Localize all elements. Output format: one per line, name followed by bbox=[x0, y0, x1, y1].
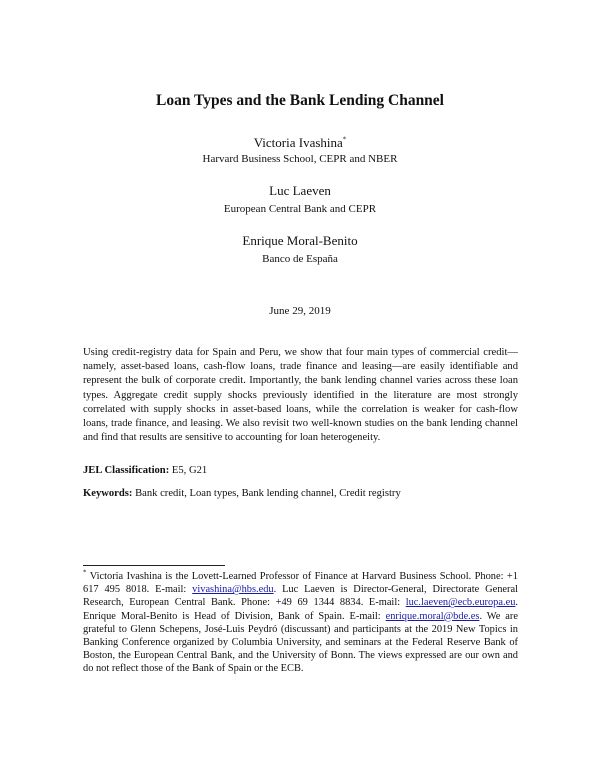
footnote-text-2: . Luc Laeven is Director-General, Directorate General Research, European Central Bank. Phone: +49 69 1344 8834. E-mail: bbox=[83, 584, 518, 609]
author-affiliation-2: European Central Bank and CEPR bbox=[223, 203, 377, 215]
jel-label: JEL Classification: bbox=[83, 465, 170, 476]
jel-classification bbox=[83, 465, 518, 476]
footnote-text-1: Victoria Ivashina is the Lovett-Learned Professor of Finance at Harvard Business School. Phone: +1 617 495 8018. E-mail: bbox=[83, 571, 518, 596]
email-link-moral-benito[interactable]: enrique.moral@bde.es bbox=[385, 610, 480, 622]
footnote-divider bbox=[83, 565, 225, 566]
footnote-marker: * bbox=[83, 568, 87, 577]
abstract: Using credit-registry data for Spain and Peru, we show that four main types of commercial credit—namely, asset-based loans, cash-flow loans, trade finance and leasing—are easily identifiable and represent the bulk of corporate credit. Importantly, the bank lending channel varies across these loan types. Aggregate credit supply shocks previously identified in the literature are most strongly correlated with supply shocks in asset-based loans, while the correlation is weaker for cash-flow loans, trade finance, and leasing. We also revisit two well-known studies on the bank lending channel and find that results are sensitive to accounting for loan heterogeneity. bbox=[83, 347, 518, 444]
footnote-text-3: . Enrique Moral-Benito is Head of Division, Bank of Spain. E-mail: bbox=[83, 597, 518, 622]
author-name-3: Enrique Moral-Benito bbox=[242, 233, 358, 248]
footnote-text-4: . We are grateful to Glenn Schepens, José-Luis Peydró (discussant) and participants at the 2019 New Topics in Banking Conference organized by Columbia University, and seminars at the Federal Reserve Bank of Boston, the European Central Bank, and the University of Bonn. The views expressed are our own and do not reflect those of the Bank of Spain or the ECB. bbox=[83, 610, 518, 675]
author-name-text: Victoria Ivashina bbox=[253, 135, 343, 150]
keywords-label: Keywords: bbox=[83, 488, 133, 499]
jel-value: E5, G21 bbox=[169, 465, 208, 476]
email-link-laeven[interactable]: luc.laeven@ecb.europa.eu bbox=[405, 597, 516, 609]
author-name-1 bbox=[0, 135, 600, 151]
keywords bbox=[83, 488, 518, 499]
keywords-value: Bank credit, Loan types, Bank lending channel, Credit registry bbox=[132, 488, 401, 499]
author-affiliation-3: Banco de España bbox=[262, 253, 338, 265]
email-link-ivashina[interactable]: vivashina@hbs.edu bbox=[192, 584, 274, 596]
author-footnote bbox=[83, 570, 518, 676]
author-name-2: Luc Laeven bbox=[269, 183, 331, 198]
paper-date: June 29, 2019 bbox=[269, 305, 331, 317]
paper-title: Loan Types and the Bank Lending Channel bbox=[155, 92, 444, 109]
footnote-marker: * bbox=[342, 135, 347, 144]
author-affiliation-1: Harvard Business School, CEPR and NBER bbox=[202, 153, 398, 165]
